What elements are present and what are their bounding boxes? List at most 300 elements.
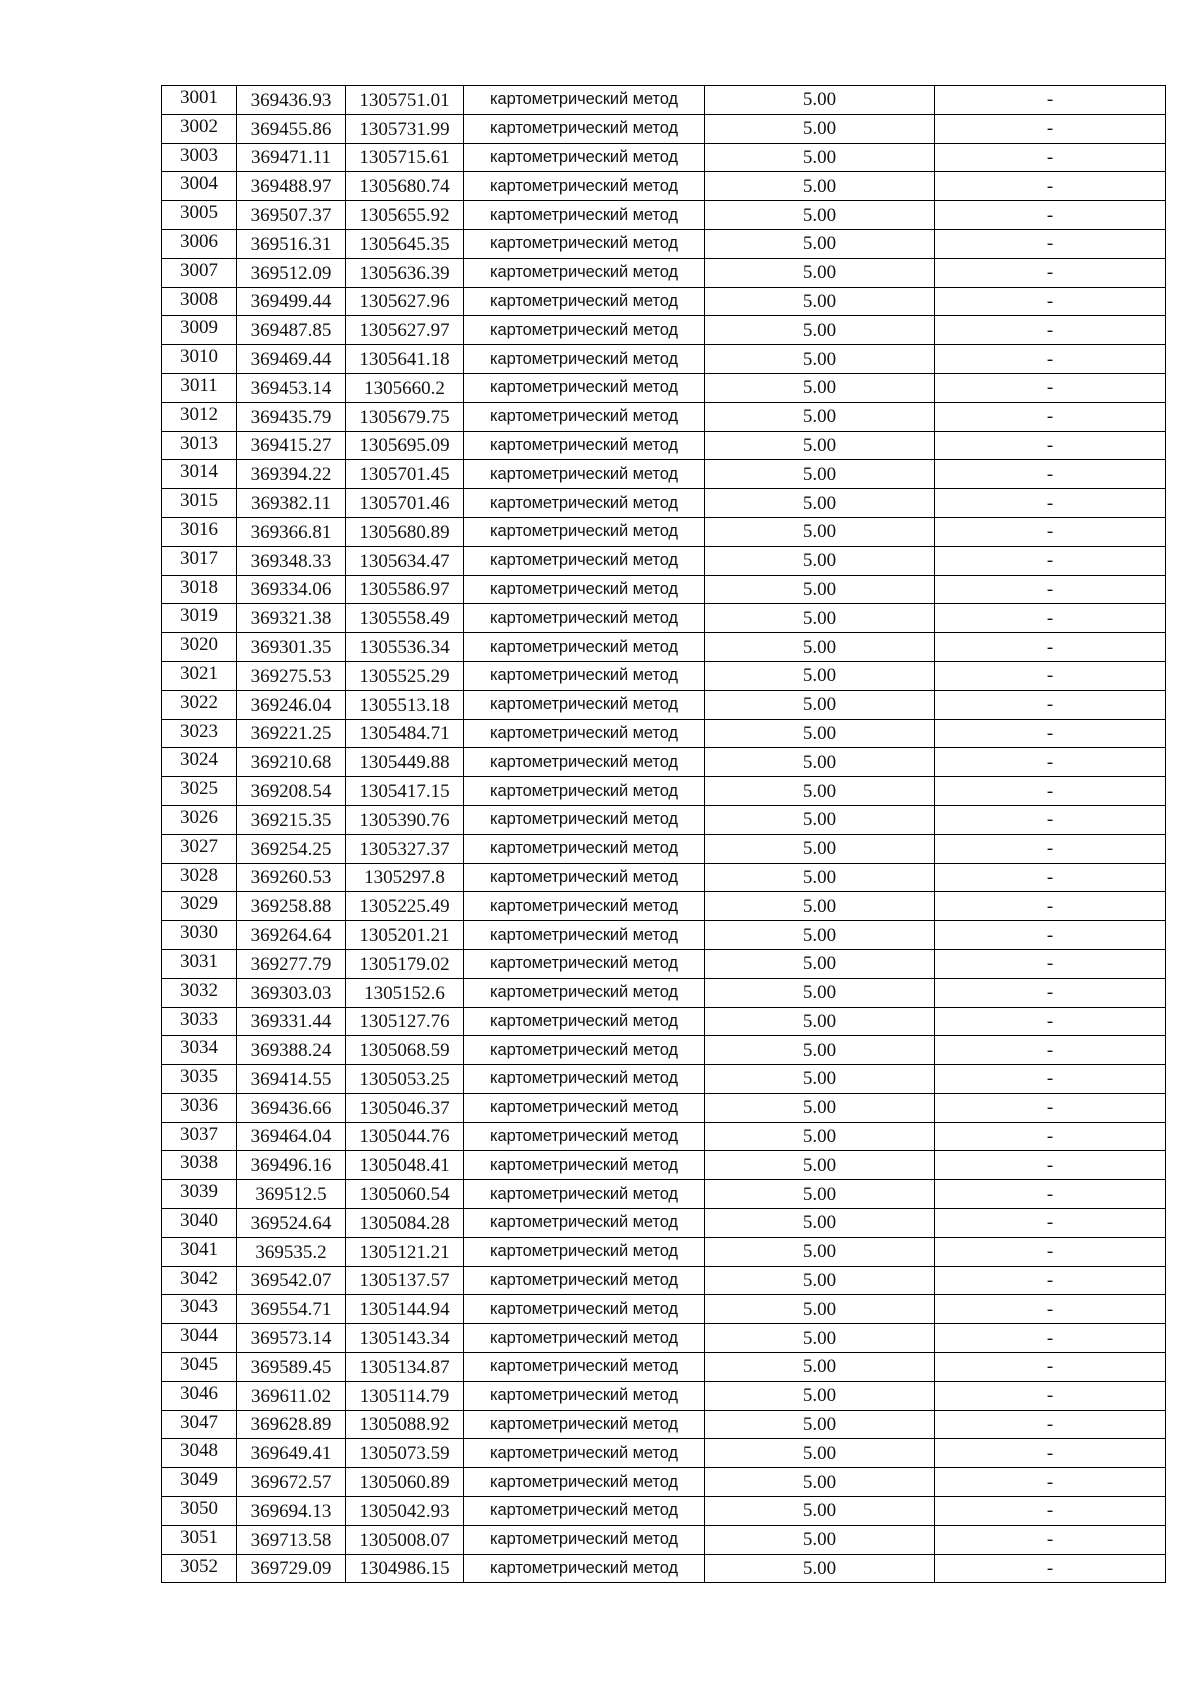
table-row [162, 690, 1166, 719]
table-row [162, 1410, 1166, 1439]
coordinate-y-cell: 1305536.34 [346, 633, 464, 662]
note-cell: - [935, 777, 1166, 806]
table-row [162, 1180, 1166, 1209]
coordinate-x-cell: 369301.35 [237, 633, 346, 662]
method-cell: картометрический метод [464, 460, 705, 489]
point-number-cell: 3023 [162, 719, 237, 748]
accuracy-cell: 5.00 [705, 1093, 935, 1122]
method-cell: картометрический метод [464, 402, 705, 431]
point-number-cell: 3025 [162, 777, 237, 806]
note-cell: - [935, 575, 1166, 604]
point-number-cell: 3046 [162, 1381, 237, 1410]
table-row [162, 1353, 1166, 1382]
accuracy-cell: 5.00 [705, 114, 935, 143]
note-cell: - [935, 86, 1166, 115]
method-cell: картометрический метод [464, 949, 705, 978]
coordinate-x-cell: 369496.16 [237, 1151, 346, 1180]
coordinate-y-cell: 1305641.18 [346, 345, 464, 374]
note-cell: - [935, 229, 1166, 258]
coordinate-x-cell: 369499.44 [237, 287, 346, 316]
accuracy-cell: 5.00 [705, 1468, 935, 1497]
method-cell: картометрический метод [464, 892, 705, 921]
note-cell: - [935, 546, 1166, 575]
note-cell: - [935, 287, 1166, 316]
point-number-cell: 3009 [162, 316, 237, 345]
method-cell: картометрический метод [464, 1007, 705, 1036]
note-cell: - [935, 949, 1166, 978]
coordinate-x-cell: 369264.64 [237, 921, 346, 950]
point-number-cell: 3032 [162, 978, 237, 1007]
method-cell: картометрический метод [464, 1353, 705, 1382]
point-number-cell: 3039 [162, 1180, 237, 1209]
coordinate-y-cell: 1305143.34 [346, 1324, 464, 1353]
table-row [162, 1151, 1166, 1180]
method-cell: картометрический метод [464, 1209, 705, 1238]
coordinate-x-cell: 369258.88 [237, 892, 346, 921]
coordinate-y-cell: 1305679.75 [346, 402, 464, 431]
coordinate-x-cell: 369414.55 [237, 1065, 346, 1094]
method-cell: картометрический метод [464, 86, 705, 115]
coordinate-y-cell: 1305152.6 [346, 978, 464, 1007]
point-number-cell: 3034 [162, 1036, 237, 1065]
coordinate-x-cell: 369415.27 [237, 431, 346, 460]
coordinate-y-cell: 1305084.28 [346, 1209, 464, 1238]
point-number-cell: 3014 [162, 460, 237, 489]
method-cell: картометрический метод [464, 1295, 705, 1324]
table-row [162, 748, 1166, 777]
method-cell: картометрический метод [464, 575, 705, 604]
coordinate-x-cell: 369208.54 [237, 777, 346, 806]
method-cell: картометрический метод [464, 1381, 705, 1410]
accuracy-cell: 5.00 [705, 1007, 935, 1036]
coordinate-y-cell: 1305634.47 [346, 546, 464, 575]
coordinate-x-cell: 369254.25 [237, 834, 346, 863]
point-number-cell: 3015 [162, 489, 237, 518]
coordinate-y-cell: 1305655.92 [346, 201, 464, 230]
coordinate-y-cell: 1305225.49 [346, 892, 464, 921]
method-cell: картометрический метод [464, 172, 705, 201]
note-cell: - [935, 1237, 1166, 1266]
point-number-cell: 3036 [162, 1093, 237, 1122]
table-row [162, 834, 1166, 863]
method-cell: картометрический метод [464, 1324, 705, 1353]
note-cell: - [935, 604, 1166, 633]
table-row [162, 1093, 1166, 1122]
accuracy-cell: 5.00 [705, 805, 935, 834]
accuracy-cell: 5.00 [705, 1525, 935, 1554]
note-cell: - [935, 373, 1166, 402]
note-cell: - [935, 1525, 1166, 1554]
point-number-cell: 3021 [162, 661, 237, 690]
method-cell: картометрический метод [464, 921, 705, 950]
method-cell: картометрический метод [464, 1180, 705, 1209]
coordinate-x-cell: 369260.53 [237, 863, 346, 892]
point-number-cell: 3022 [162, 690, 237, 719]
point-number-cell: 3031 [162, 949, 237, 978]
method-cell: картометрический метод [464, 1410, 705, 1439]
point-number-cell: 3013 [162, 431, 237, 460]
note-cell: - [935, 863, 1166, 892]
accuracy-cell: 5.00 [705, 143, 935, 172]
accuracy-cell: 5.00 [705, 1439, 935, 1468]
table-row [162, 258, 1166, 287]
coordinate-y-cell: 1305073.59 [346, 1439, 464, 1468]
coordinate-x-cell: 369436.66 [237, 1093, 346, 1122]
point-number-cell: 3005 [162, 201, 237, 230]
point-number-cell: 3038 [162, 1151, 237, 1180]
table-row [162, 402, 1166, 431]
coordinate-y-cell: 1305046.37 [346, 1093, 464, 1122]
coordinate-x-cell: 369554.71 [237, 1295, 346, 1324]
coordinate-y-cell: 1305201.21 [346, 921, 464, 950]
point-number-cell: 3050 [162, 1497, 237, 1526]
coordinate-x-cell: 369334.06 [237, 575, 346, 604]
table-row [162, 892, 1166, 921]
note-cell: - [935, 1122, 1166, 1151]
coordinate-x-cell: 369694.13 [237, 1497, 346, 1526]
coordinate-x-cell: 369436.93 [237, 86, 346, 115]
coordinate-y-cell: 1305525.29 [346, 661, 464, 690]
note-cell: - [935, 719, 1166, 748]
table-row [162, 1036, 1166, 1065]
table-row [162, 517, 1166, 546]
note-cell: - [935, 1036, 1166, 1065]
coordinate-y-cell: 1305417.15 [346, 777, 464, 806]
note-cell: - [935, 345, 1166, 374]
method-cell: картометрический метод [464, 1237, 705, 1266]
note-cell: - [935, 1468, 1166, 1497]
coordinate-y-cell: 1305042.93 [346, 1497, 464, 1526]
note-cell: - [935, 690, 1166, 719]
method-cell: картометрический метод [464, 546, 705, 575]
accuracy-cell: 5.00 [705, 892, 935, 921]
table-row [162, 604, 1166, 633]
coordinate-x-cell: 369277.79 [237, 949, 346, 978]
point-number-cell: 3030 [162, 921, 237, 950]
table-row [162, 1266, 1166, 1295]
coordinate-x-cell: 369453.14 [237, 373, 346, 402]
point-number-cell: 3001 [162, 86, 237, 115]
point-number-cell: 3004 [162, 172, 237, 201]
accuracy-cell: 5.00 [705, 719, 935, 748]
point-number-cell: 3035 [162, 1065, 237, 1094]
coordinate-y-cell: 1305636.39 [346, 258, 464, 287]
coordinate-y-cell: 1305008.07 [346, 1525, 464, 1554]
point-number-cell: 3018 [162, 575, 237, 604]
point-number-cell: 3052 [162, 1554, 237, 1583]
coordinate-y-cell: 1305179.02 [346, 949, 464, 978]
table-row [162, 229, 1166, 258]
accuracy-cell: 5.00 [705, 86, 935, 115]
accuracy-cell: 5.00 [705, 431, 935, 460]
coordinate-y-cell: 1305645.35 [346, 229, 464, 258]
method-cell: картометрический метод [464, 748, 705, 777]
note-cell: - [935, 892, 1166, 921]
coordinate-x-cell: 369331.44 [237, 1007, 346, 1036]
point-number-cell: 3002 [162, 114, 237, 143]
coordinate-y-cell: 1305731.99 [346, 114, 464, 143]
accuracy-cell: 5.00 [705, 172, 935, 201]
accuracy-cell: 5.00 [705, 863, 935, 892]
note-cell: - [935, 143, 1166, 172]
method-cell: картометрический метод [464, 1065, 705, 1094]
method-cell: картометрический метод [464, 1439, 705, 1468]
table-row [162, 143, 1166, 172]
table-row [162, 86, 1166, 115]
table-row [162, 661, 1166, 690]
note-cell: - [935, 517, 1166, 546]
coordinate-y-cell: 1305586.97 [346, 575, 464, 604]
coordinate-y-cell: 1305449.88 [346, 748, 464, 777]
coordinate-y-cell: 1305127.76 [346, 1007, 464, 1036]
table-row [162, 1554, 1166, 1583]
accuracy-cell: 5.00 [705, 1353, 935, 1382]
coordinate-x-cell: 369512.09 [237, 258, 346, 287]
coordinate-x-cell: 369435.79 [237, 402, 346, 431]
point-number-cell: 3043 [162, 1295, 237, 1324]
coordinate-x-cell: 369348.33 [237, 546, 346, 575]
coordinate-x-cell: 369455.86 [237, 114, 346, 143]
note-cell: - [935, 978, 1166, 1007]
method-cell: картометрический метод [464, 1525, 705, 1554]
method-cell: картометрический метод [464, 431, 705, 460]
table-row [162, 1497, 1166, 1526]
method-cell: картометрический метод [464, 661, 705, 690]
accuracy-cell: 5.00 [705, 345, 935, 374]
table-row [162, 489, 1166, 518]
method-cell: картометрический метод [464, 345, 705, 374]
point-number-cell: 3044 [162, 1324, 237, 1353]
note-cell: - [935, 431, 1166, 460]
accuracy-cell: 5.00 [705, 1295, 935, 1324]
note-cell: - [935, 1180, 1166, 1209]
note-cell: - [935, 834, 1166, 863]
coordinate-y-cell: 1305121.21 [346, 1237, 464, 1266]
coordinate-y-cell: 1305660.2 [346, 373, 464, 402]
point-number-cell: 3047 [162, 1410, 237, 1439]
accuracy-cell: 5.00 [705, 690, 935, 719]
method-cell: картометрический метод [464, 719, 705, 748]
table-row [162, 373, 1166, 402]
coordinate-x-cell: 369535.2 [237, 1237, 346, 1266]
point-number-cell: 3042 [162, 1266, 237, 1295]
point-number-cell: 3017 [162, 546, 237, 575]
coordinate-y-cell: 1305695.09 [346, 431, 464, 460]
coordinate-x-cell: 369388.24 [237, 1036, 346, 1065]
point-number-cell: 3045 [162, 1353, 237, 1382]
note-cell: - [935, 1007, 1166, 1036]
method-cell: картометрический метод [464, 201, 705, 230]
coordinate-y-cell: 1305044.76 [346, 1122, 464, 1151]
coordinate-y-cell: 1305068.59 [346, 1036, 464, 1065]
note-cell: - [935, 1381, 1166, 1410]
coordinate-y-cell: 1305627.97 [346, 316, 464, 345]
coordinate-x-cell: 369303.03 [237, 978, 346, 1007]
point-number-cell: 3040 [162, 1209, 237, 1238]
table-row [162, 546, 1166, 575]
method-cell: картометрический метод [464, 690, 705, 719]
point-number-cell: 3048 [162, 1439, 237, 1468]
point-number-cell: 3020 [162, 633, 237, 662]
coordinate-x-cell: 369649.41 [237, 1439, 346, 1468]
table-row [162, 1381, 1166, 1410]
coordinate-y-cell: 1305558.49 [346, 604, 464, 633]
method-cell: картометрический метод [464, 1266, 705, 1295]
note-cell: - [935, 201, 1166, 230]
method-cell: картометрический метод [464, 229, 705, 258]
method-cell: картометрический метод [464, 373, 705, 402]
table-row [162, 777, 1166, 806]
accuracy-cell: 5.00 [705, 1381, 935, 1410]
note-cell: - [935, 805, 1166, 834]
table-row [162, 1324, 1166, 1353]
accuracy-cell: 5.00 [705, 661, 935, 690]
table-row [162, 1525, 1166, 1554]
coordinate-x-cell: 369246.04 [237, 690, 346, 719]
method-cell: картометрический метод [464, 1468, 705, 1497]
coordinate-y-cell: 1305060.54 [346, 1180, 464, 1209]
accuracy-cell: 5.00 [705, 489, 935, 518]
coordinate-y-cell: 1305327.37 [346, 834, 464, 863]
accuracy-cell: 5.00 [705, 460, 935, 489]
coordinate-x-cell: 369628.89 [237, 1410, 346, 1439]
coordinate-y-cell: 1305144.94 [346, 1295, 464, 1324]
method-cell: картометрический метод [464, 805, 705, 834]
accuracy-cell: 5.00 [705, 1180, 935, 1209]
table-row [162, 1065, 1166, 1094]
table-row [162, 1122, 1166, 1151]
table-row [162, 1295, 1166, 1324]
accuracy-cell: 5.00 [705, 1122, 935, 1151]
note-cell: - [935, 1353, 1166, 1382]
accuracy-cell: 5.00 [705, 316, 935, 345]
accuracy-cell: 5.00 [705, 287, 935, 316]
coordinate-x-cell: 369524.64 [237, 1209, 346, 1238]
note-cell: - [935, 1497, 1166, 1526]
accuracy-cell: 5.00 [705, 373, 935, 402]
coordinate-x-cell: 369589.45 [237, 1353, 346, 1382]
accuracy-cell: 5.00 [705, 604, 935, 633]
point-number-cell: 3019 [162, 604, 237, 633]
coordinate-y-cell: 1305048.41 [346, 1151, 464, 1180]
method-cell: картометрический метод [464, 143, 705, 172]
coordinate-x-cell: 369713.58 [237, 1525, 346, 1554]
coordinate-y-cell: 1305627.96 [346, 287, 464, 316]
method-cell: картометрический метод [464, 1036, 705, 1065]
method-cell: картометрический метод [464, 316, 705, 345]
accuracy-cell: 5.00 [705, 921, 935, 950]
method-cell: картометрический метод [464, 1554, 705, 1583]
table-row [162, 345, 1166, 374]
note-cell: - [935, 402, 1166, 431]
table-row [162, 1237, 1166, 1266]
coordinate-y-cell: 1305053.25 [346, 1065, 464, 1094]
coordinate-y-cell: 1305134.87 [346, 1353, 464, 1382]
coordinate-x-cell: 369488.97 [237, 172, 346, 201]
accuracy-cell: 5.00 [705, 575, 935, 604]
note-cell: - [935, 633, 1166, 662]
accuracy-cell: 5.00 [705, 201, 935, 230]
note-cell: - [935, 489, 1166, 518]
coordinate-y-cell: 1305701.45 [346, 460, 464, 489]
coordinate-x-cell: 369469.44 [237, 345, 346, 374]
coordinate-y-cell: 1305513.18 [346, 690, 464, 719]
table-row [162, 1209, 1166, 1238]
note-cell: - [935, 1554, 1166, 1583]
coordinate-y-cell: 1305680.89 [346, 517, 464, 546]
method-cell: картометрический метод [464, 287, 705, 316]
accuracy-cell: 5.00 [705, 1065, 935, 1094]
table-row [162, 431, 1166, 460]
accuracy-cell: 5.00 [705, 402, 935, 431]
method-cell: картометрический метод [464, 978, 705, 1007]
accuracy-cell: 5.00 [705, 1497, 935, 1526]
accuracy-cell: 5.00 [705, 949, 935, 978]
coordinate-y-cell: 1305060.89 [346, 1468, 464, 1497]
coordinate-y-cell: 1305297.8 [346, 863, 464, 892]
table-row [162, 921, 1166, 950]
point-number-cell: 3027 [162, 834, 237, 863]
accuracy-cell: 5.00 [705, 517, 935, 546]
point-number-cell: 3026 [162, 805, 237, 834]
table-row [162, 633, 1166, 662]
table-row [162, 1468, 1166, 1497]
accuracy-cell: 5.00 [705, 258, 935, 287]
accuracy-cell: 5.00 [705, 1266, 935, 1295]
accuracy-cell: 5.00 [705, 1554, 935, 1583]
point-number-cell: 3010 [162, 345, 237, 374]
coordinate-y-cell: 1305680.74 [346, 172, 464, 201]
table-row [162, 172, 1166, 201]
method-cell: картометрический метод [464, 489, 705, 518]
method-cell: картометрический метод [464, 114, 705, 143]
table-row [162, 719, 1166, 748]
coordinate-x-cell: 369729.09 [237, 1554, 346, 1583]
coordinate-y-cell: 1305390.76 [346, 805, 464, 834]
table-row [162, 1007, 1166, 1036]
table-row [162, 201, 1166, 230]
point-number-cell: 3024 [162, 748, 237, 777]
method-cell: картометрический метод [464, 863, 705, 892]
method-cell: картометрический метод [464, 1151, 705, 1180]
table-row [162, 1439, 1166, 1468]
point-number-cell: 3041 [162, 1237, 237, 1266]
method-cell: картометрический метод [464, 1122, 705, 1151]
note-cell: - [935, 460, 1166, 489]
method-cell: картометрический метод [464, 604, 705, 633]
table-row [162, 316, 1166, 345]
point-number-cell: 3016 [162, 517, 237, 546]
point-number-cell: 3008 [162, 287, 237, 316]
table-row [162, 805, 1166, 834]
accuracy-cell: 5.00 [705, 1410, 935, 1439]
point-number-cell: 3049 [162, 1468, 237, 1497]
coordinate-y-cell: 1305114.79 [346, 1381, 464, 1410]
table-row [162, 575, 1166, 604]
accuracy-cell: 5.00 [705, 978, 935, 1007]
method-cell: картометрический метод [464, 777, 705, 806]
note-cell: - [935, 1209, 1166, 1238]
table-row [162, 287, 1166, 316]
coordinate-y-cell: 1304986.15 [346, 1554, 464, 1583]
method-cell: картометрический метод [464, 1093, 705, 1122]
point-number-cell: 3011 [162, 373, 237, 402]
coordinate-x-cell: 369366.81 [237, 517, 346, 546]
coordinate-x-cell: 369573.14 [237, 1324, 346, 1353]
method-cell: картометрический метод [464, 258, 705, 287]
table-row [162, 460, 1166, 489]
method-cell: картометрический метод [464, 834, 705, 863]
